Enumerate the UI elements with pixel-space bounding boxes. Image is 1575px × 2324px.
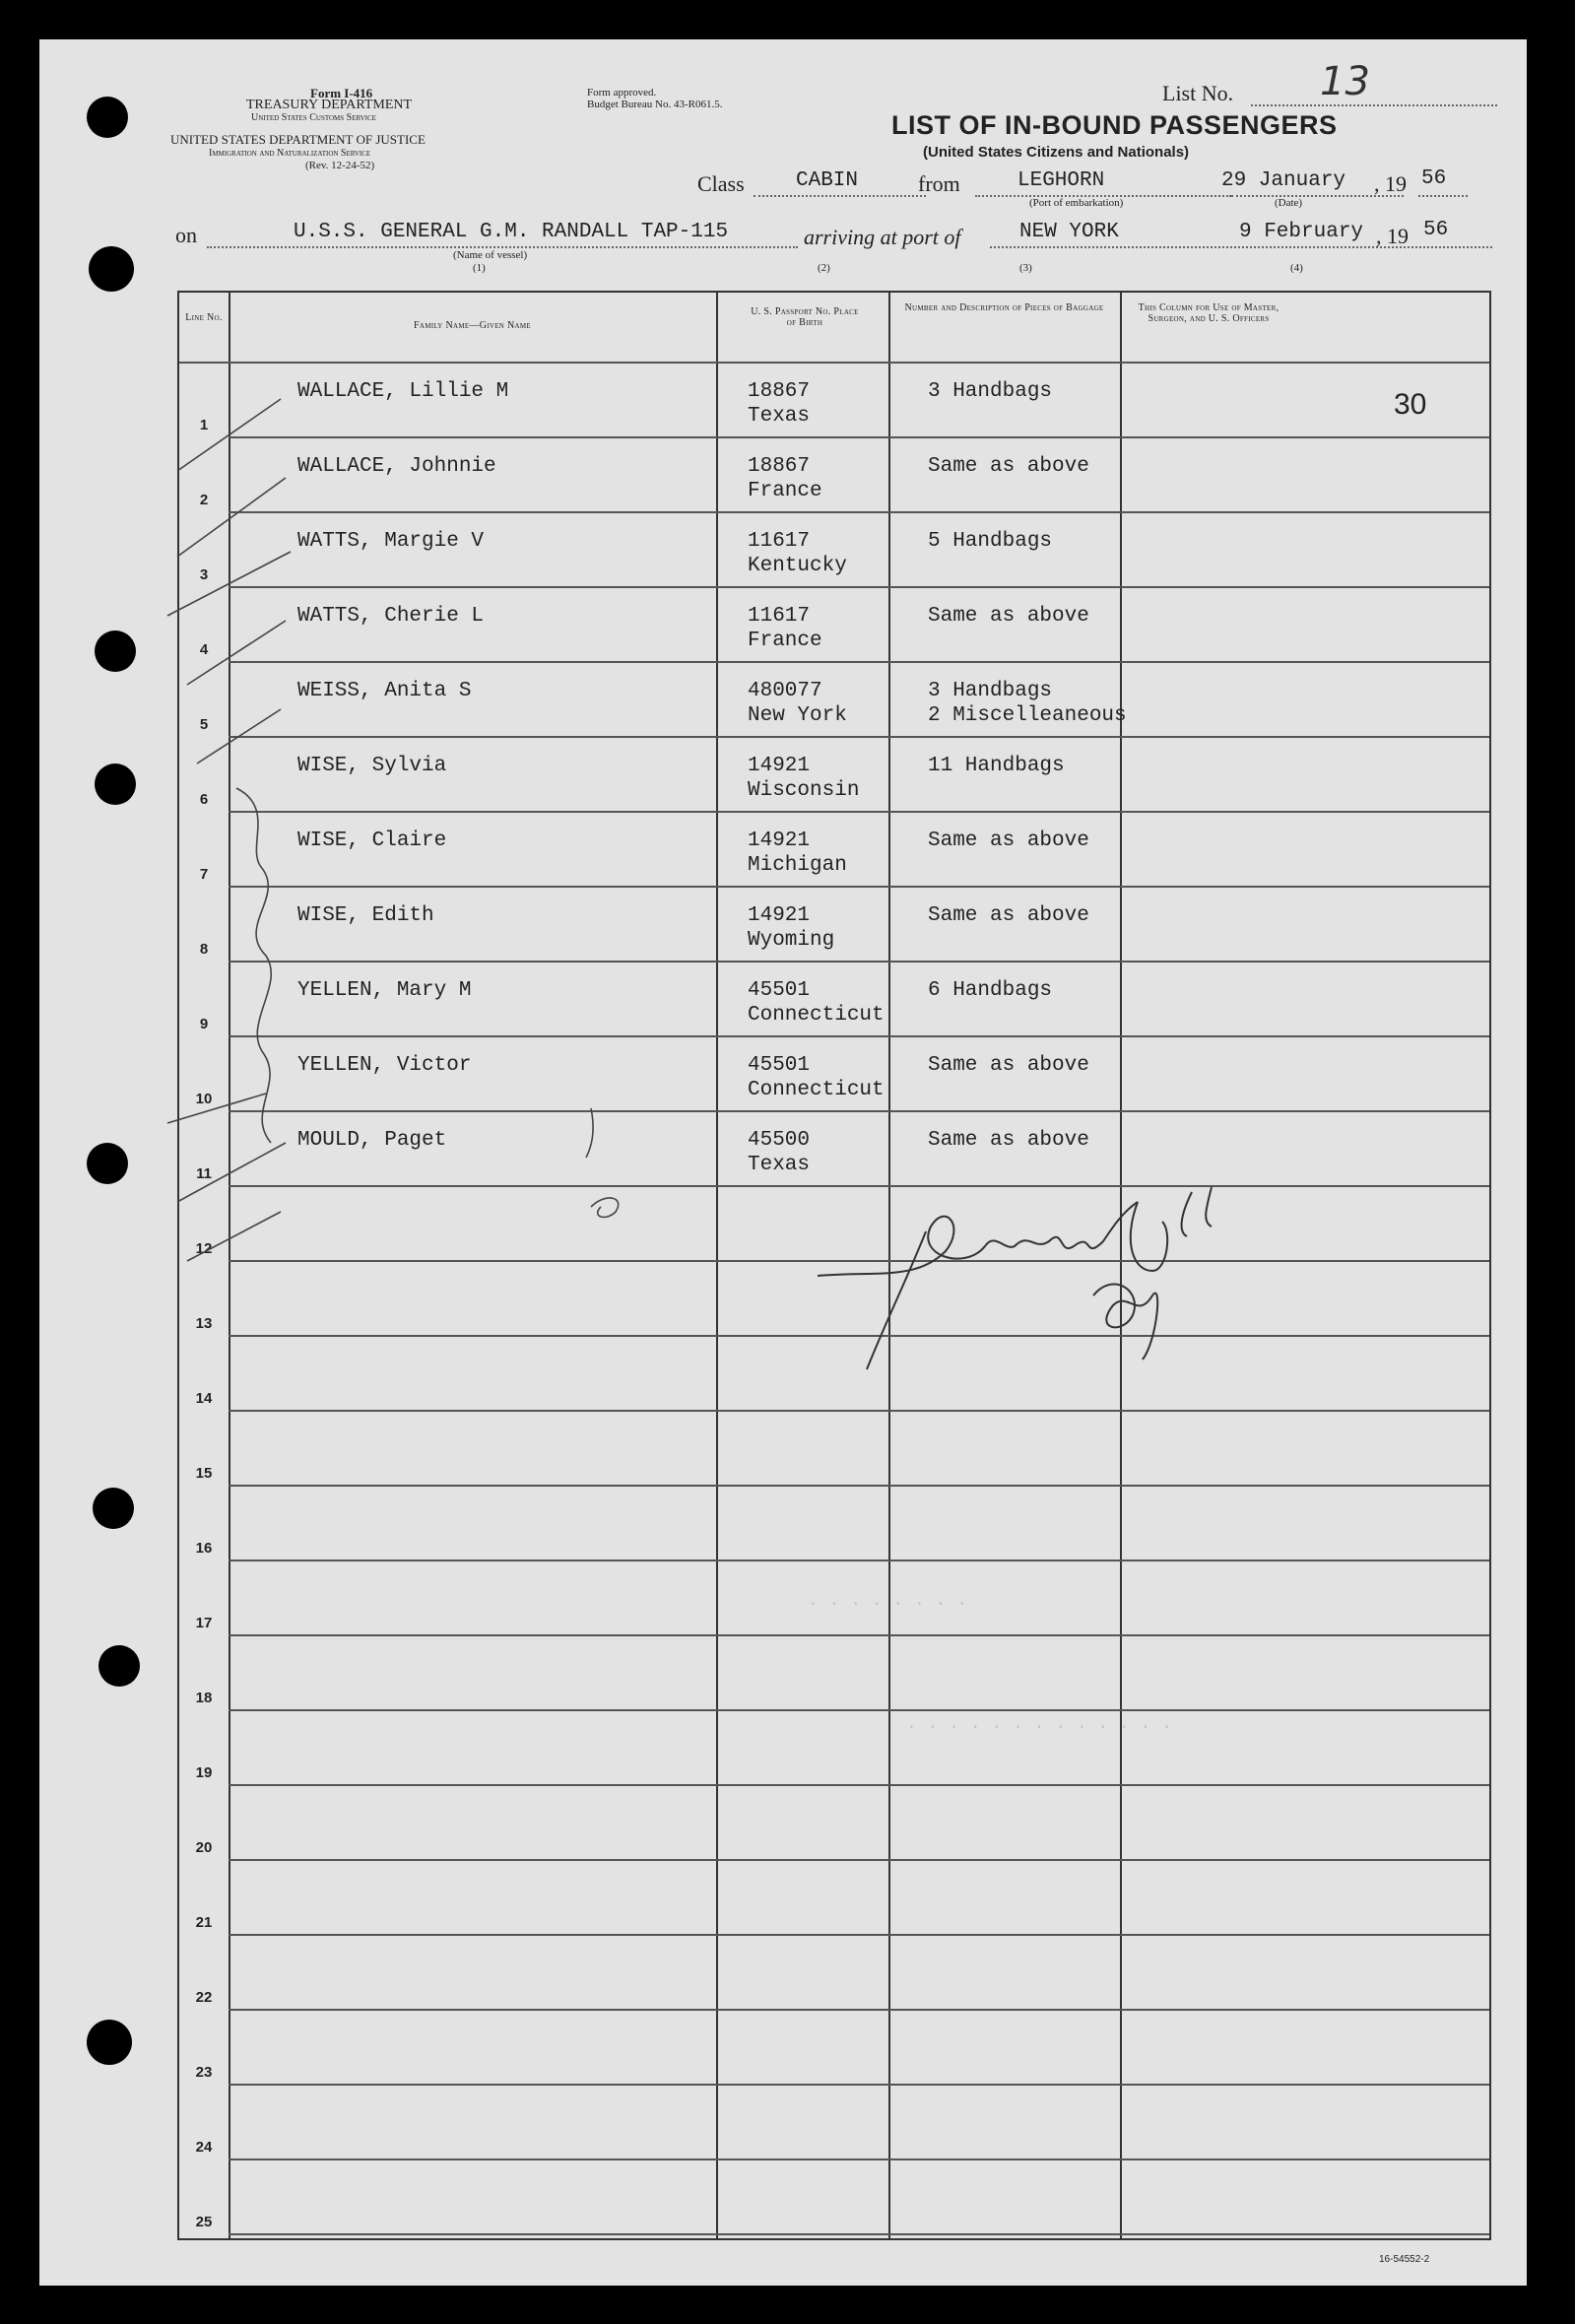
baggage-description: Same as above [928,830,1089,852]
line-number: 1 [199,417,209,433]
caption-3: (3) [1019,262,1032,274]
form-number: Form I-416 [310,86,373,100]
passport-number: 14921 [748,830,811,852]
passenger-name: YELLEN, Mary M [297,979,472,1002]
passport-number: 18867 [748,455,811,478]
passenger-name: MOULD, Paget [297,1129,447,1152]
line-number: 18 [195,1690,213,1706]
place-of-birth: Connecticut [748,1079,885,1101]
baggage-description: Same as above [928,1129,1089,1152]
line-number: 11 [196,1165,212,1182]
vessel-name: U.S.S. GENERAL G.M. RANDALL TAP-115 [294,221,729,243]
baggage-description: 11 Handbags [928,755,1065,777]
baggage-description: Same as above [928,904,1089,927]
column-header-baggage: Number and Description of Pieces of Baggage [904,302,1104,313]
from-value: LEGHORN [1017,169,1105,192]
place-of-birth: Wisconsin [748,779,860,802]
place-of-birth: Wyoming [748,929,835,952]
vessel-caption: (Name of vessel) [453,249,528,261]
on-label: on [175,223,197,247]
passenger-name: WISE, Edith [297,904,434,927]
column-header-line: Line No. [185,312,223,323]
column-header-officers: This Column for Use of Master, Surgeon, and U. S. Officers [1138,302,1280,324]
line-number: 20 [195,1839,213,1856]
line-number: 8 [199,941,209,958]
line-number: 23 [195,2064,213,2081]
place-of-birth: Connecticut [748,1004,885,1027]
place-of-birth: Kentucky [748,555,847,577]
passport-number: 14921 [748,904,811,927]
list-number-label: List No. [1162,81,1234,105]
passenger-name: WALLACE, Lillie M [297,380,509,403]
caption-2: (2) [818,262,830,274]
baggage-description: Same as above [928,1054,1089,1077]
bleed-through-text: . . . . . . . . [808,1591,968,1611]
date-caption: (Date) [1275,197,1303,209]
passenger-name: WALLACE, Johnnie [297,455,496,478]
revision: (Rev. 12-24-52) [305,160,375,171]
arrival-year-prefix: , 19 [1376,224,1409,248]
line-number: 2 [199,492,209,508]
officer-count: 30 [1394,388,1427,421]
form-title: LIST OF IN-BOUND PASSENGERS [891,110,1338,140]
immigration-service: Immigration and Naturalization Service [209,148,371,159]
place-of-birth: France [748,480,822,502]
line-number: 16 [195,1540,213,1557]
place-of-birth: Texas [748,1154,811,1176]
baggage-description: 6 Handbags [928,979,1053,1002]
departure-date: 29 January [1221,169,1346,192]
form-approved: Form approved. [587,87,657,99]
passport-number: 45501 [748,1054,811,1077]
baggage-description: 3 Handbags [928,680,1053,702]
baggage-description: Same as above [928,455,1089,478]
place-of-birth: Texas [748,405,811,428]
baggage-description: 3 Handbags [928,380,1053,403]
place-of-birth: New York [748,704,847,727]
line-number: 10 [195,1091,213,1107]
caption-1: (1) [473,262,486,274]
from-label: from [918,171,960,196]
place-of-birth: Michigan [748,854,847,877]
passenger-name: WATTS, Margie V [297,530,485,553]
class-value: CABIN [796,169,859,192]
department-of-justice: UNITED STATES DEPARTMENT OF JUSTICE [170,132,426,147]
departure-year-prefix: , 19 [1374,171,1407,196]
departure-year: 56 [1421,167,1447,190]
arrival-port: NEW YORK [1019,221,1119,243]
passenger-name: WISE, Claire [297,830,447,852]
passport-number: 11617 [748,530,811,553]
form-subtitle: (United States Citizens and Nationals) [923,144,1190,161]
passport-number: 18867 [748,380,811,403]
passport-number: 45501 [748,979,811,1002]
bleed-through-text: . . . . . . . . . . . . . [906,1714,1173,1734]
line-number: 14 [195,1390,213,1407]
passport-number: 14921 [748,755,811,777]
column-header-name: Family Name—Given Name [414,320,531,331]
caption-4: (4) [1290,262,1303,274]
arriving-label: arriving at port of [804,225,961,249]
line-number: 24 [195,2139,213,2156]
treasury-department: TREASURY DEPARTMENT [246,98,413,112]
baggage-description: 5 Handbags [928,530,1053,553]
line-number: 9 [199,1016,209,1032]
arrival-year: 56 [1423,219,1449,241]
line-number: 25 [195,2214,213,2230]
line-number: 3 [199,566,209,583]
passenger-name: WATTS, Cherie L [297,605,485,628]
arrival-date: 9 February [1239,221,1364,243]
baggage-description-extra: 2 Miscelleaneous [928,704,1127,727]
passport-number: 45500 [748,1129,811,1152]
place-of-birth: France [748,630,822,652]
line-number: 7 [199,866,209,883]
column-header-passport: U. S. Passport No. Place of Birth [751,306,859,328]
baggage-description: Same as above [928,605,1089,628]
embark-caption: (Port of embarkation) [1029,197,1124,209]
budget-bureau: Budget Bureau No. 43-R061.5. [587,99,723,110]
line-number: 12 [195,1240,213,1257]
customs-service: United States Customs Service [251,112,376,123]
line-number: 5 [199,716,209,733]
passport-number: 11617 [748,605,811,628]
class-label: Class [697,171,745,196]
line-number: 22 [195,1989,213,2006]
passenger-name: WEISS, Anita S [297,680,472,702]
footer-code: 16-54552-2 [1379,2254,1430,2265]
line-number: 13 [195,1315,213,1332]
passenger-name: WISE, Sylvia [297,755,447,777]
line-number: 19 [195,1764,213,1781]
line-number: 15 [195,1465,213,1482]
line-number: 6 [199,791,209,808]
officer-signature [798,1133,1349,1389]
line-number: 4 [199,641,209,658]
list-number-value: 13 [1320,59,1370,104]
line-number: 17 [195,1615,213,1631]
passport-number: 480077 [748,680,822,702]
line-number: 21 [195,1914,213,1931]
passenger-name: YELLEN, Victor [297,1054,472,1077]
document-page [39,39,1527,2286]
